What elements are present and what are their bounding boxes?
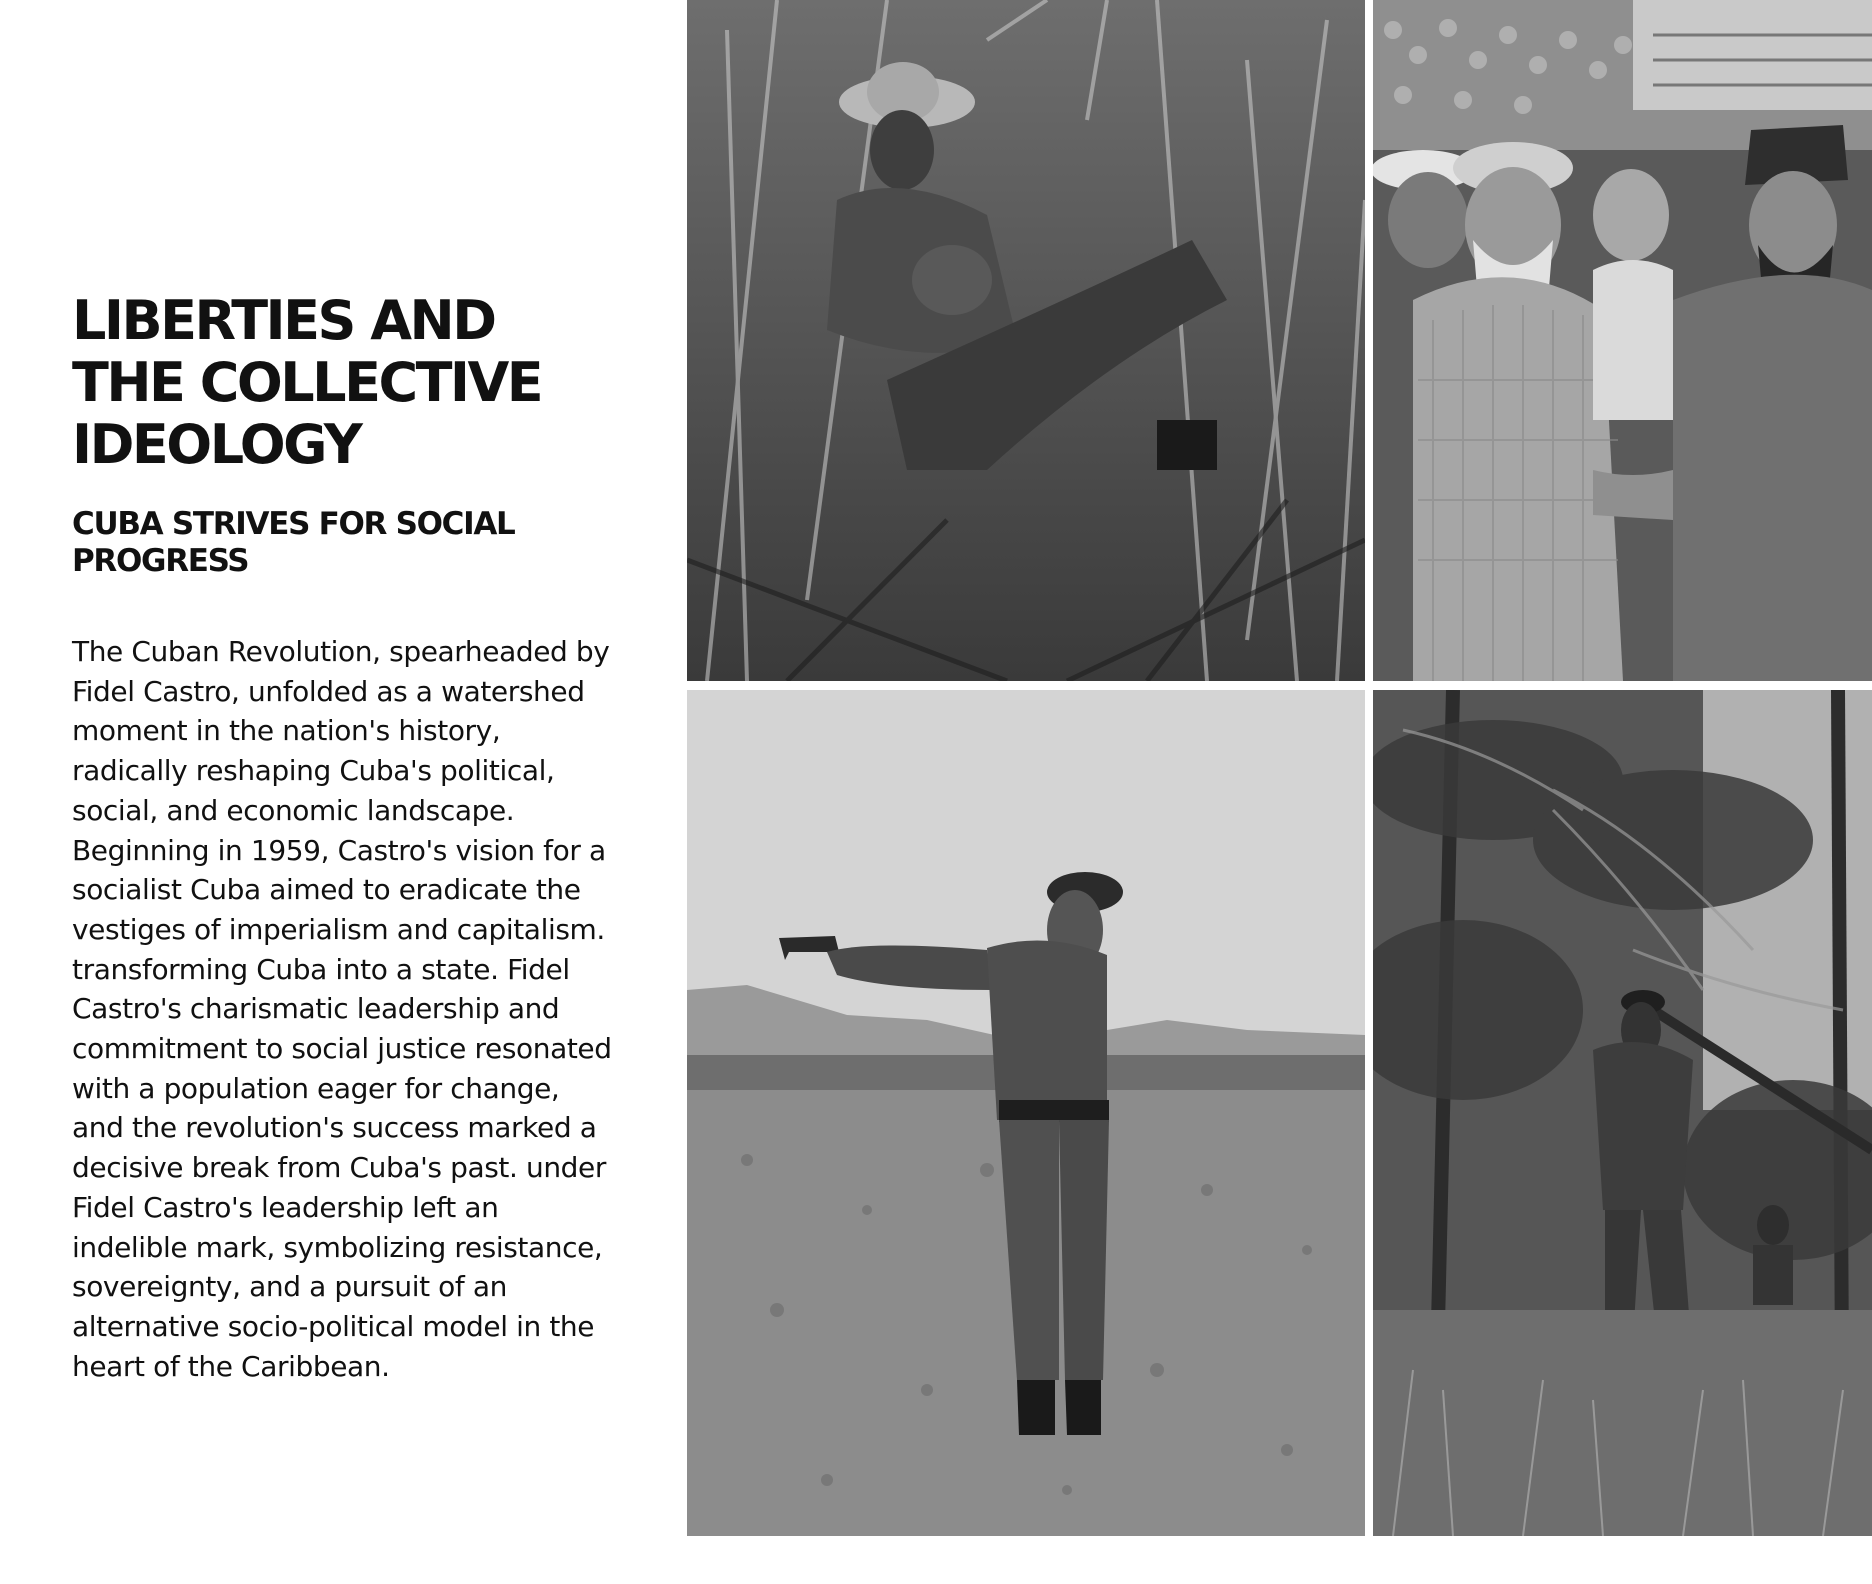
page-title: LIBERTIES AND THE COLLECTIVE IDEOLOGY: [72, 289, 542, 476]
photo-jungle-march: [1373, 690, 1872, 1536]
photo-aiming-pistol: [687, 690, 1365, 1536]
body-paragraph: The Cuban Revolution, spearheaded by Fidel Castro, unfolded as a watershed moment in the nation's history, radically reshaping Cuba's political, social, and economic landscape. Beginning in 1959, Castro's vision for a socialist Cuba aimed to eradicate the vestiges of imperialism and capitalism. transforming Cuba into a state. Fidel Castro's charismatic leadership and commitment to social justice resonated with a population eager for change, and the revolution's success marked a decisive break from Cuba's past. under Fidel Castro's leadership left an indelible mark, symbolizing resistance, sovereignty, and a pursuit of an alternative socio-political model in the heart of the Caribbean.: [72, 635, 612, 1383]
photo-handshake: [1373, 0, 1872, 681]
page-subtitle: CUBA STRIVES FOR SOCIAL PROGRESS: [72, 506, 515, 579]
photo-sugarcane-field: [687, 0, 1365, 681]
text-column: [72, 290, 632, 1386]
